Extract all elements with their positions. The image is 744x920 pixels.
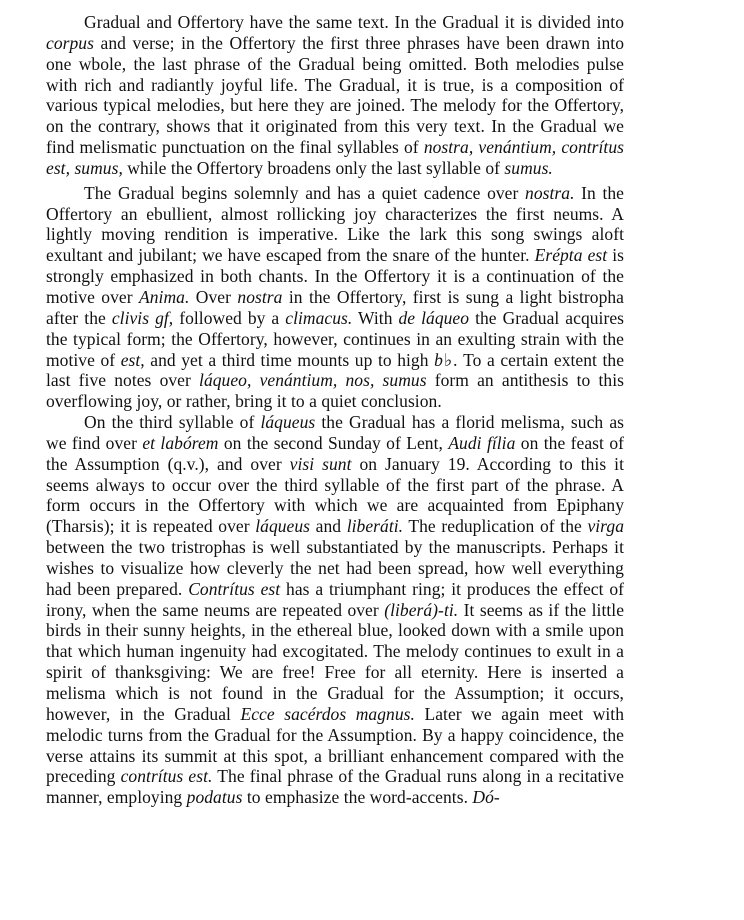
paragraph-gradual-offertory-text: Gradual and Offertory have the same text. In the Gradual it is divided into corpus and verse; in the Offertory the first three phrases have been drawn into one wbole, the last phrase of the Gradual being omitted. Both melodies pulse with rich and radiantly joyful life. The Gradual, it is true, is a composition of various typical melodies, but here they are joined. The melody for the Offertory, on the contrary, shows that it originated from this very text. In the Gradual we find melismatic punctuation on the final syllables of nostra, venántium, contrítus est, sumus, while the Offertory broadens only the last syllable of sumus. <box>46 12 625 178</box>
body-text <box>46 12 624 808</box>
paragraph-third-syllable: On the third syllable of láqueus the Gradual has a florid melisma, such as we find over et labórem on the second Sunday of Lent, Audi fília on the feast of the Assumption (q.v.), and over visi sunt on January 19. According to this it seems always to occur over the third syllable of the first part of the phrase. A form occurs in the Offertory with which we are acquainted from Epiphany (Tharsis); it is repeated over láqueus and liberáti. The reduplication of the virga between the two tristrophas is well substantiated by the manuscripts. Perhaps it wishes to visualize how cleverly the net had been spread, how well everything had been prepared. Contrítus est has a triumphant ring; it produces the effect of irony, when the same neums are repeated over (liberá)-ti. It seems as if the little birds in their sunny heights, in the ethereal blue, looked down with a smile upon that which human ingenuity had excogitated. The melody continues to exult in a spirit of thanksgiving: We are free! Free for all eternity. Here is inserted a melisma which is not found in the Gradual for the Assumption; it occurs, however, in the Gradual Ecce sacérdos magnus. Later we again meet with melodic turns from the Gradual for the Assumption. By a happy coincidence, the verse attains its summit at this spot, a brilliant enhancement compared with the preceding contrítus est. The final phrase of the Gradual runs along in a recitative manner, employing podatus to emphasize the word-accents. Dó- <box>46 412 625 808</box>
paragraph-gradual-begins: The Gradual begins solemnly and has a quiet cadence over nostra. In the Offertory an ebullient, almost rollicking joy characterizes the first neums. A lightly moving rendition is imperative. Like the lark this song swings aloft exultant and jubilant; we have escaped from the snare of the hunter. Erépta est is strongly emphasized in both chants. In the Offertory it is a continuation of the motive over Anima. Over nostra in the Offertory, first is sung a light bistropha after the clivis gf, followed by a climacus. With de láqueo the Gradual acquires the typical form; the Offertory, however, continues in an exulting strain with the motive of est, and yet a third time mounts up to high b♭. To a certain extent the last five notes over láqueo, venántium, nos, sumus form an antithesis to this overflowing joy, or rather, bring it to a quiet conclusion. <box>46 182 625 412</box>
